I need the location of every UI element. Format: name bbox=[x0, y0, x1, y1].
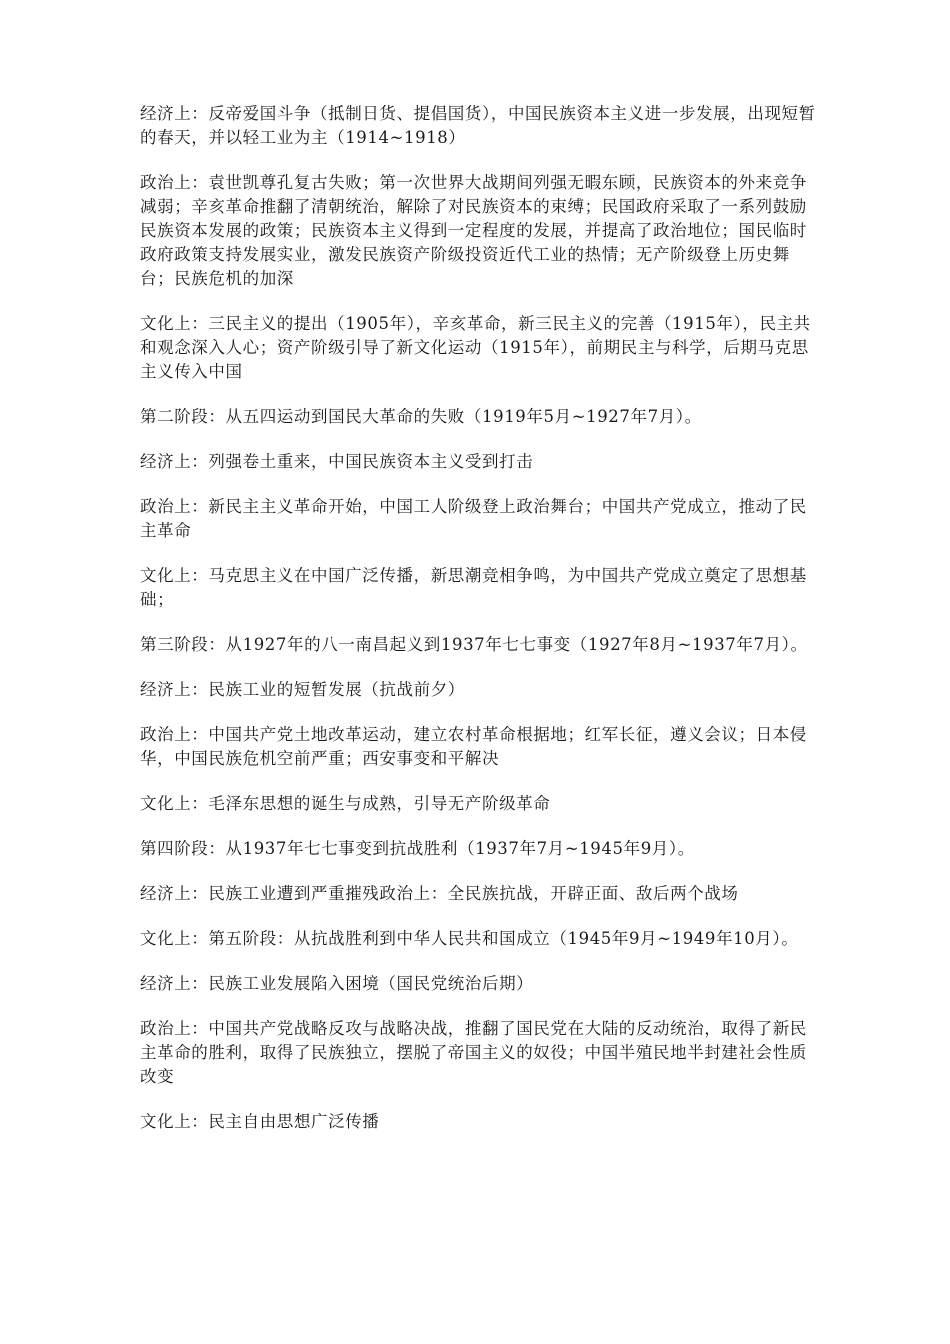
paragraph-politics-stage-two: 政治上：新民主主义革命开始，中国工人阶级登上政治舞台；中国共产党成立，推动了民主革命 bbox=[140, 497, 807, 540]
paragraph-culture-stage-two: 文化上：马克思主义在中国广泛传播，新思潮竞相争鸣，为中国共产党成立奠定了思想基础； bbox=[140, 566, 807, 609]
stage-four-heading: 第四阶段：从1937年七七事变到抗战胜利（1937年7月~1945年9月）。 bbox=[140, 839, 695, 858]
paragraph-culture-stage-five: 文化上：民主自由思想广泛传播 bbox=[140, 1112, 380, 1131]
paragraph-politics-stage-three: 政治上：中国共产党土地改革运动，建立农村革命根据地；红军长征，遵义会议；日本侵华，中国民族危机空前严重；西安事变和平解决 bbox=[140, 725, 807, 768]
paragraph-economy-politics-stage-four: 经济上：民族工业遭到严重摧残政治上：全民族抗战，开辟正面、敌后两个战场 bbox=[140, 884, 739, 903]
paragraph-economy-stage-five: 经济上：民族工业发展陷入困境（国民党统治后期） bbox=[140, 974, 534, 993]
stage-two-heading: 第二阶段：从五四运动到国民大革命的失败（1919年5月~1927年7月）。 bbox=[140, 407, 702, 426]
paragraph-economy-1914: 经济上：反帝爱国斗争（抵制日货、提倡国货），中国民族资本主义进一步发展，出现短暂的春天，并以轻工业为主（1914~1918） bbox=[140, 104, 816, 147]
document-body bbox=[140, 102, 820, 1155]
stage-three-heading: 第三阶段：从1927年的八一南昌起义到1937年七七事变（1927年8月~1937年7月）。 bbox=[140, 635, 808, 654]
paragraph-politics-stage-five: 政治上：中国共产党战略反攻与战略决战，推翻了国民党在大陆的反动统治，取得了新民主革命的胜利，取得了民族独立，摆脱了帝国主义的奴役；中国半殖民地半封建社会性质改变 bbox=[140, 1019, 807, 1086]
paragraph-culture-stage-three: 文化上：毛泽东思想的诞生与成熟，引导无产阶级革命 bbox=[140, 794, 551, 813]
paragraph-politics-1914: 政治上：袁世凯尊孔复古失败；第一次世界大战期间列强无暇东顾，民族资本的外来竞争减弱；辛亥革命推翻了清朝统治，解除了对民族资本的束缚；民国政府采取了一系列鼓励民族资本发展的政策；民族资本主义得到一定程度的发展，并提高了政治地位；国民临时政府政策支持发展实业，激发民族资产阶级投资近代工业的热情；无产阶级登上历史舞台；民族危机的加深 bbox=[140, 173, 807, 288]
paragraph-economy-stage-three: 经济上：民族工业的短暂发展（抗战前夕） bbox=[140, 680, 465, 699]
paragraph-culture-1914: 文化上：三民主义的提出（1905年），辛亥革命，新三民主义的完善（1915年），民主共和观念深入人心；资产阶级引导了新文化运动（1915年），前期民主与科学，后期马克思主义传入中国 bbox=[140, 314, 811, 381]
paragraph-culture-stage-five-heading: 文化上：第五阶段：从抗战胜利到中华人民共和国成立（1945年9月~1949年10月）。 bbox=[140, 929, 799, 948]
paragraph-economy-stage-two: 经济上：列强卷土重来，中国民族资本主义受到打击 bbox=[140, 452, 534, 471]
